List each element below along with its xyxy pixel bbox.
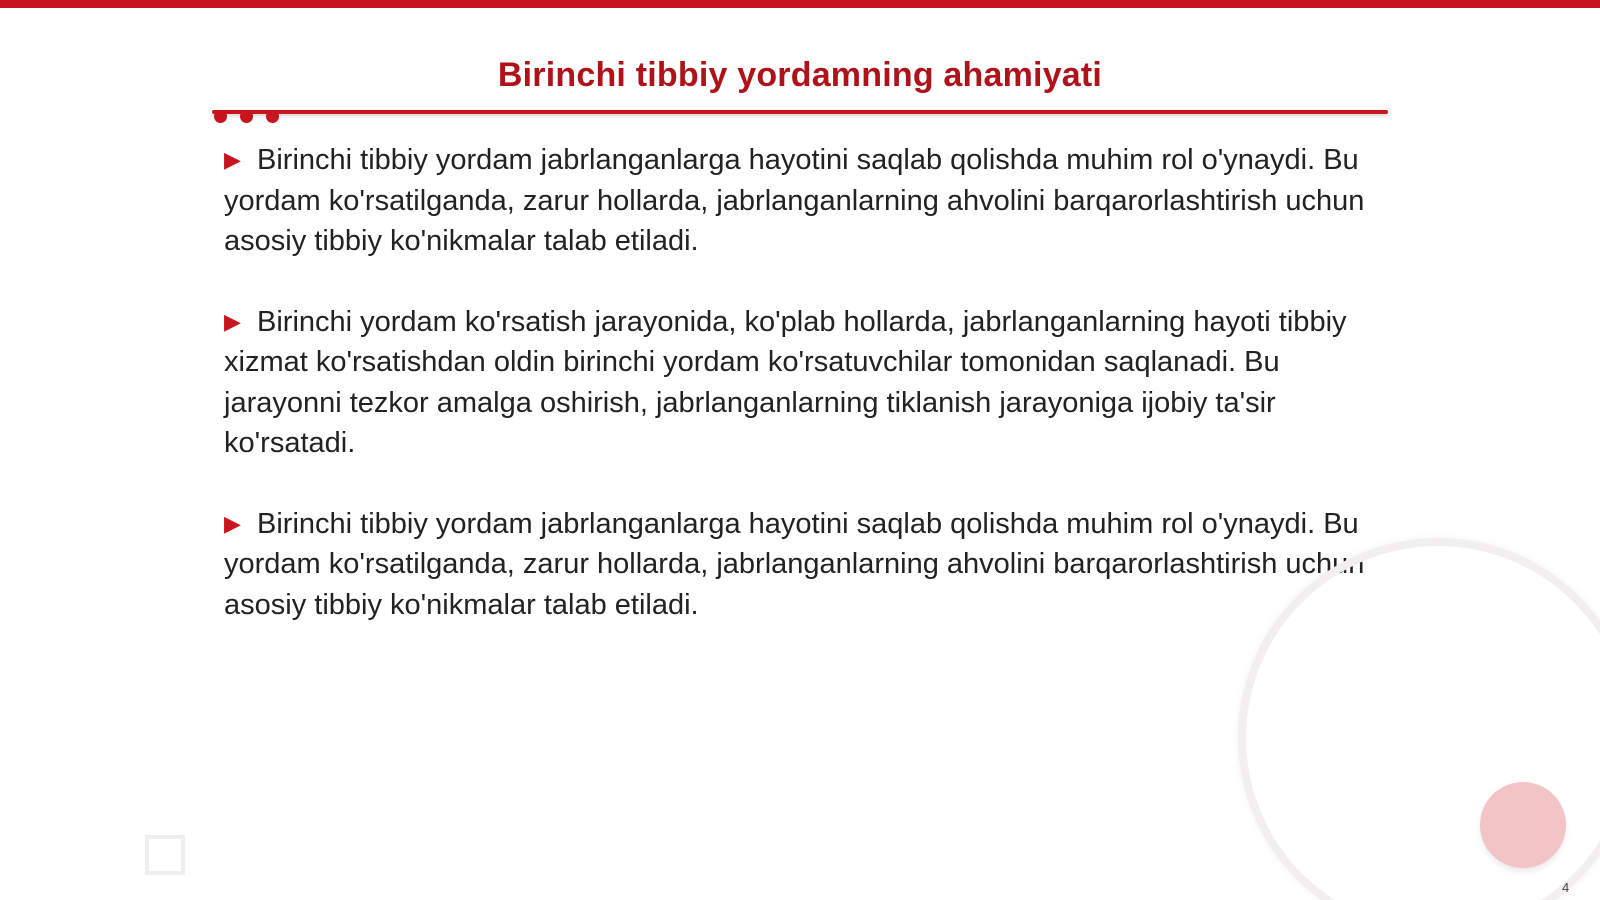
bullet-arrow-icon: ▶ [224,308,241,334]
bullet-paragraph [224,302,1374,464]
title-underline [212,110,1388,114]
page-number: 4 [1562,880,1570,895]
rule-dot [266,110,279,123]
bullet-paragraph [224,140,1374,262]
decorative-pink-circle [1480,782,1566,868]
bullet-paragraph [224,504,1374,626]
bullet-arrow-icon: ▶ [224,147,241,172]
bullet-arrow-icon: ▶ [224,510,241,536]
top-accent-bar [0,0,1600,8]
slide-title: Birinchi tibbiy yordamning ahamiyati [497,56,1103,94]
rule-dot [240,110,253,123]
rule-dot [214,110,227,123]
paragraph-text: Birinchi tibbiy yordam jabrlanganlarga hayotini saqlab qolishda muhim rol o'ynaydi. Bu yordam ko'rsatilganda, zarur hollarda, jabrlanganlarning ahvolini barqarorlashtirish uchun asosiy tibbiy ko'nikmalar talab etiladi. [224,507,1365,621]
slide-body [224,140,1374,665]
title-rule-dots [212,110,282,124]
paragraph-text: Birinchi yordam ko'rsatish jarayonida, ko'plab hollarda, jabrlanganlarning hayoti tibbiy xizmat ko'rsatishdan oldin birinchi yordam ko'rsatuvchilar tomonidan saqlanadi. Bu jarayonni tezkor amalga oshirish, jabrlanganlarning tiklanish jarayoniga ijobiy ta'sir ko'rsatadi. [224,305,1347,459]
decorative-square [145,835,185,875]
paragraph-text: Birinchi tibbiy yordam jabrlanganlarga hayotini saqlab qolishda muhim rol o'ynaydi. Bu yordam ko'rsatilganda, zarur hollarda, jabrlanganlarning ahvolini barqarorlashtirish uchun asosiy tibbiy ko'nikmalar talab etiladi. [224,144,1365,257]
